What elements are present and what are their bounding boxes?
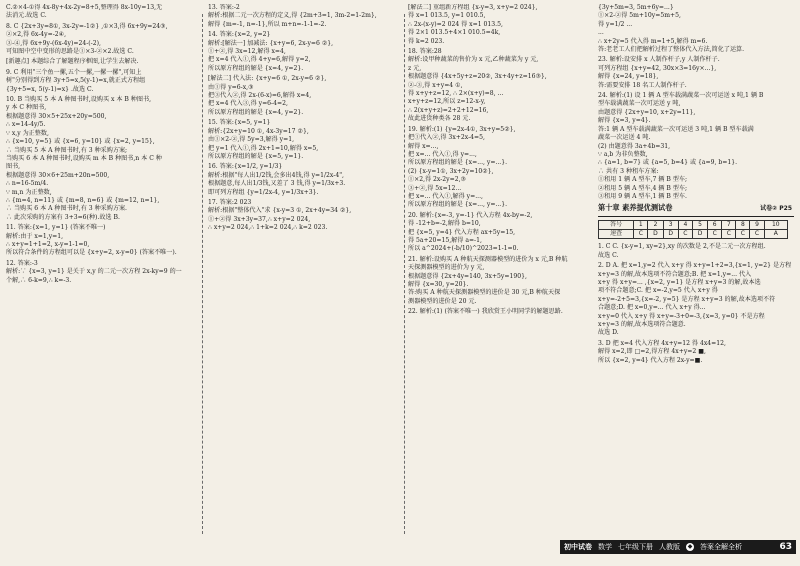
column-1 <box>6 4 198 532</box>
table-cell: A <box>764 230 787 239</box>
text-line: z 元, <box>408 64 422 72</box>
text-line: 14. 答案:{x=2, y=2} <box>208 31 271 39</box>
text-line: 树"分别得到方程 3y+5=x,5(y-1)=x,就正式方程组 <box>6 77 146 85</box>
text-line: [解法二] 重组新方程组 {x-y=3, x+y=2 024}, <box>408 4 538 11</box>
text-line: 把①代入②,得 3x+2x-4=5, <box>408 134 485 142</box>
text-line: ... <box>598 29 604 37</box>
text-line: (2) 由题意得 3a+4b=31, <box>598 142 671 150</box>
text-line: ∵ a,b 为非负整数, <box>598 150 648 158</box>
text-line: 得 k=2 023. <box>408 37 445 45</box>
text-line: 故选 C. <box>598 251 619 259</box>
text-line: ∴ 当购买 6 本 A 种图书时,有 3 种采购方案. <box>6 205 127 213</box>
text-line: 17. 答案:2 023 <box>208 198 252 206</box>
column-3 <box>408 4 596 532</box>
text-line: 可列方程组 {x+y=42, 30x×3=16y×...}, <box>598 64 717 72</box>
text-line: ∴ 当购买 5 本 A 种图书时,有 3 种采购方案; <box>6 146 128 154</box>
text-line: 由题意得 {2x+y=10, x+2y=11}, <box>598 108 696 116</box>
text-line: 把 {x=5, y=4} 代入方程 ax+5y=15, <box>408 228 516 236</box>
page-number: 63 <box>779 542 792 552</box>
text-line: 答:购买 A 种航天探测器模型的进价是 30 元,B 种航天探 <box>408 289 561 297</box>
text-line: ①+②得 3x+3y=37,∴ x+y=2 024, <box>208 215 311 223</box>
table-cell: 8 <box>736 221 750 230</box>
text-line: ∴ 2(x+y+z)=2+2+12=16, <box>408 106 489 114</box>
text-line: ①+②,得 3x=12,解得 x=4, <box>208 48 286 56</box>
text-line: 答:1 辆 A 型车载满蔬菜一次可运送 3 吨,1 辆 B 型车载满 <box>598 125 754 133</box>
chapter-page-ref: 试卷② P25 <box>760 205 792 213</box>
highlight-note: [新趣点] 本题综合了解题程序框图,让学生去解决. <box>6 58 139 66</box>
text-line: ①×2,得 2x-2y=2,③ <box>408 176 467 184</box>
text-line: 根据题意得 30×6+25m+20n=500, <box>6 171 110 179</box>
text-line: 根据题意得 30×5+25x+20y=500, <box>6 112 107 120</box>
text-line: 把 x=4 代入③,得 y=6-4=2, <box>208 100 288 108</box>
text-line: 蔬菜一次运送 4 吨. <box>598 134 651 142</box>
text-line: 所以原方程组的解是 {x=..., y=...}. <box>408 201 508 209</box>
chapter-title: 第十章 素养提优测试卷 <box>598 203 673 213</box>
text-line: 11. 答案:{x=1, y=1} (答案不唯一) <box>6 224 106 232</box>
text-line: ∴ 共有 3 种租车方案: <box>598 167 659 175</box>
text-line: ∴ n=16-5m/4. <box>6 180 49 188</box>
text-line: 即可列方程组 {y=1/2x-4, y=1/3x+3}. <box>208 188 319 196</box>
table-cell: 1 <box>634 221 648 230</box>
footer-grade: 七年级下册 <box>618 543 653 551</box>
text-line: 根据题意得 {4x+5y+z=20②, 3x+4y+z=16③}, <box>408 73 547 81</box>
text-line: ③-④,得 6x+9y-(6x-4y)=24-(-2), <box>6 39 101 47</box>
table-cell: 6 <box>708 221 722 230</box>
text-line: ∴ {x=10, y=5} 或 {x=6, y=10} 或 {x=2, y=15}, <box>6 138 155 146</box>
page-footer <box>560 540 796 554</box>
text-line: ①租用 1 辆 A 型车,7 辆 B 型车; <box>598 176 688 184</box>
text-line: 解析:设甲种蔬菜的售价为 x 元,乙种蔬菜为 y 元, <box>408 56 539 64</box>
text-line: ∴ x=14-4y/5. <box>6 121 46 129</box>
text-line: 10. B 当购买 5 本 A 种图书时,设购买 x 本 B 种图书, <box>6 96 152 104</box>
text-line: 解析:∵ {x=3, y=1} 是关于 x,y 的二元一次方程 2x-ky=9 的一 <box>6 268 182 276</box>
text-line: 解析:根据二元一次方程的定义,得 {2m+3=1, 3m-2=1-2m}, <box>208 12 377 20</box>
table-header-label: 答号 <box>599 221 634 230</box>
text-line: 24. 解析:(1) 设 1 辆 A 型车载满蔬菜一次可运送 x 吨,1 辆 B <box>598 92 764 100</box>
text-line: 解析:根据"整体代入"求 {x-y=3 ①, 2x+4y=34 ②}, <box>208 207 352 215</box>
text-line: 9. C 利用"三个鱼一摞,五个一摞,一摞一摞",可知上 <box>6 68 142 76</box>
text-line: 把 x=... 代入①,得 y=..., <box>408 150 477 158</box>
table-cell: 2 <box>648 221 663 230</box>
table-cell: D <box>692 230 707 239</box>
text-line: 所以原方程组的解是 {x=..., y=...}. <box>408 159 508 167</box>
table-cell: 3 <box>663 221 678 230</box>
text-line: {3y+5m=3, 5m+6y=...} <box>598 4 674 11</box>
table-cell: C <box>634 230 648 239</box>
text-line: 项不符合题意;C. 把 x=-2,y=5 代入 x+y 得 <box>598 287 718 295</box>
text-line: 21. 解析:设购买 A 种航天探测器模型的进价为 x 元,B 种航 <box>408 255 568 263</box>
text-line: 解析:{2x+y=10 ①, 4x-3y=17 ②}, <box>208 127 309 135</box>
text-line: ∴ 此次采购的方案有 3+3=6(种).故选 B. <box>6 213 120 221</box>
text-line: 解析:[解法一] 加减法: {x+y=6, 2x-y=6 ②}, <box>208 39 334 47</box>
text-line: {3y+5=x, 5(y-1)=x} .故选 C. <box>6 85 94 93</box>
text-line: 当购买 6 本 A 种图书时,设购买 m 本 B 种图书,n 本 C 种 <box>6 154 162 162</box>
table-cell: C <box>722 230 736 239</box>
text-line: 19. 解析:(1) {y=2x-4①, 3x+y=5②}, <box>408 125 516 133</box>
text-line: ∴ x+y=2 024,∴ 1+k=2 024,∴ k=2 023. <box>208 224 328 232</box>
text-line: ②×2,得 6x-4y=-2④, <box>6 31 67 39</box>
text-line: 1. C C. {x-y=1, xy=2},xy 的次数是 2,不是二元一次方程组. <box>598 243 766 251</box>
table-cell: 9 <box>750 221 764 230</box>
table-cell: 4 <box>678 221 692 230</box>
table-cell: 7 <box>722 221 736 230</box>
text-line: ③+②,得 5x=12... <box>408 184 462 192</box>
text-line: 解得 x=..., <box>408 142 439 150</box>
text-line: 12. 答案:-3 <box>6 259 38 267</box>
chapter-header <box>598 204 794 217</box>
text-line: ③租用 9 辆 A 型车,1 辆 B 型车. <box>598 192 687 200</box>
text-line: ∴ x+y=1+1=2, x-y=1-1=0, <box>6 240 90 248</box>
text-line: ①×2-②得 5m+10y=5m+5, <box>598 12 681 20</box>
text-line: 解得 {x=30, y=20}. <box>408 281 469 288</box>
text-line: ②租用 5 辆 A 型车,4 辆 B 型车; <box>598 184 688 192</box>
text-line: 解得 {x=24, y=18}, <box>598 73 659 81</box>
text-line: 解得 {x=3, y=4}. <box>598 117 651 125</box>
text-line: 所以 a^2024+(-b/10)^2023=1-1=0. <box>408 245 519 253</box>
text-line: 22. 解析:(1) (答案不唯一) 我欣赏王小明同学的解题思路. <box>408 308 563 316</box>
text-line: 法消元.故选 C. <box>6 12 47 20</box>
footer-tagline: 答案全解全析 <box>700 543 742 551</box>
text-line: 得 2×1 013.5+4×1 010.5=4k, <box>408 29 501 37</box>
text-line: 解得 {m=-1, n=-1},所以 m+n=-1-1=-2. <box>208 20 327 28</box>
text-line: 把 x=... 代入①,解得 y=..., <box>408 192 483 200</box>
text-line: x+y=3 的解,故本选项符合题意. <box>598 321 686 328</box>
text-line: [解法二] 代入法: {x+y=6 ①, 2x-y=6 ②}, <box>208 75 327 83</box>
text-line: 把 y=1 代入①,得 2x+1=10,解得 x=5, <box>208 144 319 152</box>
text-line: 15. 答案:{x=5, y=1} <box>208 119 271 127</box>
table-cell: C <box>678 230 692 239</box>
text-line: 得 5a+20=15,解得 a=-1, <box>408 236 482 244</box>
text-line: 得 x=1 013.5, y=1 010.5, <box>408 12 486 20</box>
text-line: 所以原方程组的解是 {x=4, y=2}. <box>208 108 304 116</box>
text-line: 解析:根据"每人出1/2钱,会多出4钱,得 y=1/2x-4", <box>208 171 344 179</box>
text-line: x+y 得 x+y=... ,{x=2, y=1} 是方程 x+y=3 的解,故本选 <box>598 278 761 286</box>
text-line: 16. 答案:{x=1/2, y=1/3} <box>208 163 283 171</box>
table-cell: C <box>750 230 764 239</box>
text-line: 3. D 把 x=4 代入方程 4x+y=12 得 4x4=12, <box>598 339 726 347</box>
table-cell: 5 <box>692 221 707 230</box>
text-line: 把③代入②,得 2x-(6-x)=6,解得 x=4, <box>208 92 312 100</box>
footer-brand: 初中试卷 <box>564 543 592 551</box>
text-line: 图书, <box>6 163 21 171</box>
answer-quick-table <box>598 220 788 239</box>
text-line: ∴ {m=4, n=11} 或 {m=8, n=6} 或 {m=12, n=1}, <box>6 196 160 204</box>
table-cell: 10 <box>764 221 787 230</box>
text-line: 得 y=1/2 ... <box>598 20 633 28</box>
table-cell: D <box>648 230 663 239</box>
table-cell: D <box>663 230 678 239</box>
text-line: 可知图中空中变形的思路是①×3-②×2.故选 C. <box>6 48 134 56</box>
text-line: 得 x+y+z=12, ∴ 2×(x+y)=8, ... <box>408 90 504 98</box>
column-divider <box>202 14 203 534</box>
text-line: 把 x=4 代入①,得 4+y=6,解得 y=2, <box>208 56 311 64</box>
bullet-icon: ◆ <box>687 543 693 550</box>
text-line: ②-③,得 x+y=4 ①, <box>408 81 463 89</box>
text-line: ∴ {a=1, b=7} 或 {a=5, b=4} 或 {a=9, b=1}. <box>598 159 738 167</box>
column-2 <box>208 4 400 532</box>
text-line: 故此进货种类各 28 元. <box>408 115 471 123</box>
footer-edition: 人教版 <box>659 543 680 551</box>
text-line: 天探测器模型的进价为 y 元, <box>408 264 485 272</box>
text-line: 合题意;D. 把 x=0,y=... 代入 x+y 得... <box>598 304 706 312</box>
table-row <box>599 221 788 230</box>
text-line: 解得 x=2,即 □=2,得方程 4x+y=2 ■, <box>598 348 706 356</box>
text-line: 20. 解析:{x=-3, y=-1} 代入方程 4x-by=-2, <box>408 211 533 219</box>
text-line: 2. D A. 把 x=1,y=2 代入 x+y 得 x+y=1+2=3,{x=1, y=2} 是方程 <box>598 262 792 270</box>
text-line: 根据题意得 {2x+4y=140, 3x+5y=190}, <box>408 272 527 280</box>
table-row-label: 速查 <box>599 230 634 239</box>
text-line: 所以符合条件的方程组可以是 {x+y=2, x-y=0} (答案不唯一). <box>6 249 177 257</box>
text-line: 由①×2-②,得 5y=3,解得 y=1, <box>208 136 295 144</box>
text-line: 18. 答案:28 <box>408 48 442 56</box>
text-line: 所以 {x=2, y=4} 代入方程 2x-y=■. <box>598 356 703 364</box>
text-line: 测器模型的进价是 20 元. <box>408 297 477 305</box>
text-line: C.②×4-①得 4x-8y+4x-2y=8+5,整理得 8x-10y=13,无 <box>6 4 163 11</box>
footer-subject: 数学 <box>598 543 612 551</box>
text-line: x+y=3 的解,故本选项不符合题意;B. 把 x=1,y=... 代入 <box>598 270 752 278</box>
text-line: 根据题意,每人出1/3钱,又差了 3 钱,得 y=1/3x+3. <box>208 180 346 188</box>
text-line: 故选 D. <box>598 329 619 337</box>
text-line: x+y+z=12,所以 z=12-x-y, <box>408 98 486 106</box>
table-cell: C <box>736 230 750 239</box>
column-divider <box>404 14 405 534</box>
text-line: 答:老老工人们把解析过程了整体代入方法,简化了运算. <box>598 46 745 54</box>
text-line: 13. 答案:-2 <box>208 4 240 11</box>
text-line: y 本 C 种图书, <box>6 104 47 112</box>
text-line: 23. 解析:设安排 x 人制作杆子,y 人制作杆子. <box>598 56 720 64</box>
text-line: 得 -12+b=-2,解得 b=10, <box>408 220 481 228</box>
text-line: 答:需要安排 18 名工人制作杆子. <box>598 81 687 89</box>
text-line: x+y=-2+5=3,{x=-2, y=5} 是方程 x+y=3 的解,故本选项不符 <box>598 295 776 303</box>
text-line: 所以原方程组的解是 {x=4, y=2}. <box>208 64 304 72</box>
text-line: ∴ x+2y=5 代入得 m=1+5,解得 m=6. <box>598 37 708 45</box>
text-line: 所以原方程组的解是 {x=5, y=1}. <box>208 152 304 160</box>
text-line: 个解,∴ 6-k=9,∴ k=-3. <box>6 276 72 284</box>
text-line: x+y=0 代入 x+y 得 x+y=-3+0=-3,{x=3, y=0} 不是方程 <box>598 312 765 320</box>
table-row <box>599 230 788 239</box>
column-4 <box>598 4 794 532</box>
text-line: 解析:由于 x=1,y=1, <box>6 232 64 240</box>
table-cell: C <box>708 230 722 239</box>
text-line: ∴ 2x-(x-y)=2 024 得 x=1 013.5, <box>408 20 503 28</box>
text-line: 由①得 y=6-x,③ <box>208 83 254 91</box>
text-line: 8. C {2x+3y=8①, 3x-2y=-1②} ,①×3,得 6x+9y=24③, <box>6 22 168 30</box>
text-line: 型车载满蔬菜一次可运送 y 吨, <box>598 100 681 108</box>
text-line: ∵ x,y 为正整数, <box>6 129 49 137</box>
text-line: (2) {x-y=1①, 3x+2y=10②}, <box>408 167 494 175</box>
text-line: ∵ m,n 为正整数, <box>6 188 52 196</box>
